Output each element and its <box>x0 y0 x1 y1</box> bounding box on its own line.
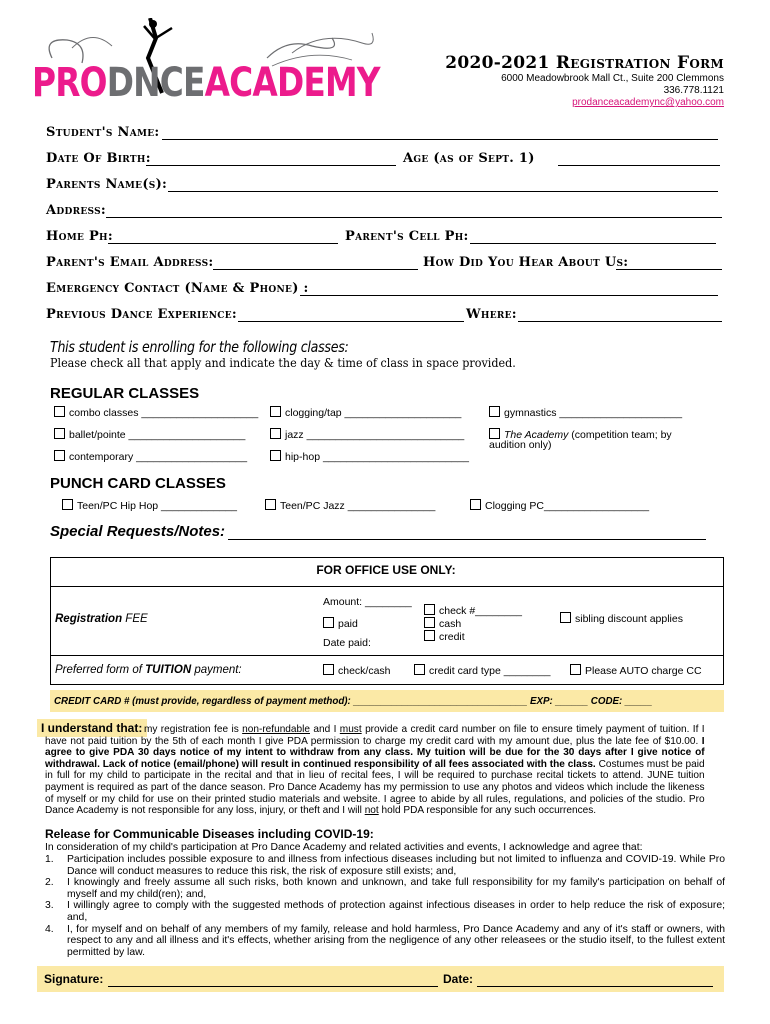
parent-email-field[interactable] <box>213 269 418 270</box>
paid-checkbox[interactable] <box>323 617 334 628</box>
clogging-tap-checkbox[interactable] <box>270 406 281 417</box>
signature-label: Signature: <box>44 972 104 986</box>
age-field[interactable] <box>558 165 720 166</box>
check-option[interactable]: check #________ <box>424 604 522 617</box>
release-item: 4. I, for myself and on behalf of any members of my family, release and hold harmless, Pro Dance Academy and any of it's staff or owners, with respect to any and all illness and it's effects, whether arising from the negligence of any other releasees or the studio itself, to the fullest extent permitted by law. <box>45 923 725 958</box>
auto-charge-option[interactable]: Please AUTO charge CC <box>570 664 702 677</box>
special-requests-field[interactable] <box>228 539 706 540</box>
preferred-tuition-label: Preferred form of TUITION payment: <box>55 664 242 676</box>
release-item: 2. I knowingly and freely assume all such risks, both known and unknown, and take full responsibility for my family's participation on behalf of myself and my child(ren); and, <box>45 877 725 900</box>
cell-phone-field[interactable] <box>470 243 716 244</box>
combo-checkbox[interactable] <box>54 406 65 417</box>
address-label: Address: <box>46 203 107 218</box>
office-divider-2 <box>50 655 724 656</box>
logo-academy: ACADEMY <box>204 60 380 106</box>
class-jazz[interactable]: jazz ___________________________ <box>270 428 464 441</box>
address-field[interactable] <box>106 217 722 218</box>
signature-date-label: Date: <box>443 972 474 986</box>
logo <box>32 18 392 108</box>
dob-field[interactable] <box>146 165 396 166</box>
cell-phone-label: Parent's Cell Ph: <box>345 229 469 244</box>
form-title: 2020-2021 Registration Form <box>445 53 724 73</box>
special-requests-label: Special Requests/Notes: <box>50 523 226 540</box>
classes-instructions: Please check all that apply and indicate the day & time of class in space provided. <box>50 356 516 370</box>
registration-fee-label: Registration FEE <box>55 613 148 625</box>
how-hear-label: How Did You Hear About Us: <box>423 255 629 270</box>
classes-heading: This student is enrolling for the following classes: <box>50 338 349 356</box>
student-name-field[interactable] <box>162 139 718 140</box>
punch-card-heading: PUNCH CARD CLASSES <box>50 475 226 492</box>
release-item: 3. I willingly agree to comply with the suggested methods of protection against infectious diseases in order to help reduce the risk of exposure; and, <box>45 900 725 923</box>
understand-tag: I understand that: <box>37 719 147 737</box>
release-list <box>45 854 725 958</box>
contemporary-checkbox[interactable] <box>54 450 65 461</box>
emergency-contact-field[interactable] <box>300 295 718 296</box>
class-contemporary[interactable]: contemporary ___________________ <box>54 450 247 463</box>
studio-phone: 336.778.1121 <box>663 85 724 96</box>
date-paid-label: Date paid: <box>323 637 371 649</box>
punch-teen-hiphop[interactable]: Teen/PC Hip Hop _____________ <box>62 499 237 512</box>
class-hiphop[interactable]: hip-hop _________________________ <box>270 450 469 463</box>
previous-experience-label: Previous Dance Experience: <box>46 307 237 322</box>
auto-charge-checkbox[interactable] <box>570 664 581 675</box>
ballet-checkbox[interactable] <box>54 428 65 439</box>
teen-hiphop-checkbox[interactable] <box>62 499 73 510</box>
previous-experience-field[interactable] <box>238 321 464 322</box>
where-field[interactable] <box>518 321 722 322</box>
paid-option[interactable]: paid <box>323 617 358 630</box>
release-intro: In consideration of my child's participation at Pro Dance Academy and related activities and events, I acknowledge and agree that: <box>45 842 643 853</box>
amount-field[interactable]: Amount: ________ <box>323 596 412 608</box>
class-ballet[interactable]: ballet/pointe ____________________ <box>54 428 245 441</box>
class-clogging-tap[interactable]: clogging/tap ____________________ <box>270 406 461 419</box>
emergency-contact-label: Emergency Contact (Name & Phone) : <box>46 281 309 296</box>
jazz-checkbox[interactable] <box>270 428 281 439</box>
check-cash-checkbox[interactable] <box>323 664 334 675</box>
sibling-discount-option[interactable]: sibling discount applies <box>560 612 683 625</box>
age-label: Age (as of Sept. 1) <box>403 151 535 166</box>
parents-names-field[interactable] <box>168 191 718 192</box>
credit-card-type-option[interactable]: credit card type ________ <box>414 664 550 677</box>
check-cash-option[interactable]: check/cash <box>323 664 391 677</box>
credit-card-line[interactable]: CREDIT CARD # (must provide, regardless of payment method): ________________________________ EXP: ______ CODE: _____ <box>54 695 653 707</box>
sibling-checkbox[interactable] <box>560 612 571 623</box>
logo-d: D <box>106 60 134 106</box>
cash-option[interactable]: cash <box>424 617 461 630</box>
studio-email-link[interactable]: prodanceacademync@yahoo.com <box>572 97 724 108</box>
signature-field[interactable] <box>108 986 438 987</box>
teen-jazz-checkbox[interactable] <box>265 499 276 510</box>
cash-checkbox[interactable] <box>424 617 435 628</box>
home-phone-label: Home Ph: <box>46 229 113 244</box>
parents-names-label: Parents Name(s): <box>46 177 168 192</box>
studio-address: 6000 Meadowbrook Mall Ct., Suite 200 Clemmons <box>501 73 724 84</box>
punch-clogging[interactable]: Clogging PC__________________ <box>470 499 649 512</box>
parent-email-label: Parent's Email Address: <box>46 255 214 270</box>
logo-wordmark <box>32 60 380 106</box>
signature-date-field[interactable] <box>477 986 713 987</box>
academy-team-checkbox[interactable] <box>489 428 500 439</box>
dob-label: Date Of Birth: <box>46 151 151 166</box>
home-phone-field[interactable] <box>108 243 338 244</box>
release-item: 1. Participation includes possible exposure to and illness from infectious diseases including but not limited to influenza and COVID-19. While Pro Dance will conduct measures to reduce this risk, the risk of exposure still exists; and, <box>45 854 725 877</box>
office-heading: FOR OFFICE USE ONLY: <box>316 563 456 577</box>
release-heading: Release for Communicable Diseases including COVID-19: <box>45 827 374 841</box>
credit-checkbox[interactable] <box>424 630 435 641</box>
class-gymnastics[interactable]: gymnastics _____________________ <box>489 406 682 419</box>
where-label: Where: <box>466 307 517 322</box>
hiphop-checkbox[interactable] <box>270 450 281 461</box>
how-hear-field[interactable] <box>616 269 722 270</box>
logo-pro: PRO <box>32 60 107 106</box>
clogging-pc-checkbox[interactable] <box>470 499 481 510</box>
class-academy-team-note: audition only) <box>489 439 552 451</box>
gymnastics-checkbox[interactable] <box>489 406 500 417</box>
student-name-label: Student's Name: <box>46 125 160 140</box>
regular-classes-heading: REGULAR CLASSES <box>50 385 200 402</box>
class-combo[interactable]: combo classes ____________________ <box>54 406 258 419</box>
credit-card-type-checkbox[interactable] <box>414 664 425 675</box>
punch-teen-jazz[interactable]: Teen/PC Jazz _______________ <box>265 499 435 512</box>
agreement-paragraph: my registration fee is non-refundable and I must provide a credit card number on file to ensure timely payment of tuition. If I have not paid tuition by the 5th of each month I give PDA permission to charge my credit card with my amount due, plus the late fee of $10.00. I agree to give PDA 30 days notice of my intent to withdraw from any class. My tuition will be due for the 30 days after I give notice of withdrawal. Lack of notice (email/phone) will result in continued responsibility of all fees associated with the class. Costumes must be paid in full for my child to participate in the recital and that in lieu of recital fees, I will be required to purchase recital tickets to attend. JUNE tuition payment is required as part of the dance season. Pro Dance Academy has my permission to use any photos and videos which include the likeness of myself or my child for use on their printed studio materials and website. I agree to abide by all rules, regulations, and policies of the studio. Pro Dance Academy is not responsible for any loss, injury, or theft and I will not hold PDA responsible for any such occurrences. <box>45 724 705 817</box>
credit-option[interactable]: credit <box>424 630 465 643</box>
signature-bar <box>37 966 724 992</box>
class-academy-team[interactable]: The Academy (competition team; by <box>489 428 672 441</box>
check-checkbox[interactable] <box>424 604 435 615</box>
logo-nce: NCE <box>133 60 205 106</box>
office-divider-1 <box>50 586 724 587</box>
